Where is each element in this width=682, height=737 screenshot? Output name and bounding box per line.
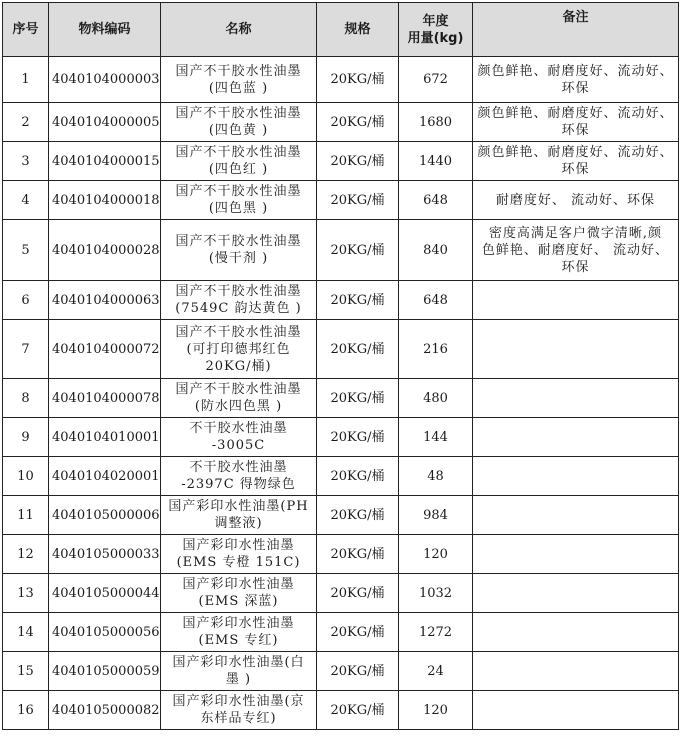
table-row [3,574,679,613]
table-row [3,496,679,535]
cell-index: 8 [3,379,49,418]
cell-index: 10 [3,457,49,496]
cell-name-line: 国产彩印水性油墨 [182,616,295,631]
cell-usage: 120 [399,691,473,730]
cell-spec: 20KG/桶 [317,142,399,181]
cell-spec: 20KG/桶 [317,57,399,103]
cell-spec: 20KG/桶 [317,418,399,457]
table-row [3,613,679,652]
cell-name [161,379,317,418]
cell-name [161,181,317,220]
cell-name-line: 国产不干胶水性油墨 [175,106,302,121]
table-row [3,181,679,220]
cell-note [473,613,679,652]
cell-name-line: 国产彩印水性油墨(京 [172,694,305,709]
cell-usage: 984 [399,496,473,535]
table-row [3,57,679,103]
cell-note [473,181,679,220]
cell-usage: 48 [399,457,473,496]
cell-name-line: 东样品专红) [200,711,277,726]
cell-index: 12 [3,535,49,574]
cell-usage: 840 [399,220,473,281]
header-name: 名称 [161,3,317,57]
cell-note-line: 环保 [561,123,590,138]
cell-index: 3 [3,142,49,181]
table-row [3,220,679,281]
cell-name-line: 国产不干胶水性油墨 [175,382,302,397]
cell-spec: 20KG/桶 [317,457,399,496]
cell-name-line: (防水四色黑 ) [194,399,283,414]
cell-usage: 144 [399,418,473,457]
cell-index: 16 [3,691,49,730]
cell-name-line: (四色蓝 ) [208,80,269,96]
cell-code: 4040104000028 [49,220,161,281]
cell-name [161,103,317,142]
cell-code: 4040104000072 [49,320,161,379]
cell-code: 4040105000059 [49,652,161,691]
table-row [3,103,679,142]
cell-note [473,457,679,496]
cell-spec: 20KG/桶 [317,320,399,379]
cell-code: 4040105000006 [49,496,161,535]
table-row [3,281,679,320]
cell-name-line: 不干胶水性油墨 [189,421,288,436]
cell-name [161,418,317,457]
header-usage [399,3,473,57]
cell-note-line: 环保 [561,80,590,96]
cell-name-line: (EMS 专橙 151C) [176,555,301,570]
cell-index: 7 [3,320,49,379]
cell-note-line: 耐磨度好、 流动好、环保 [495,192,656,208]
cell-name [161,691,317,730]
cell-index: 13 [3,574,49,613]
cell-code: 4040104020001 [49,457,161,496]
cell-name-line: -3005C [211,438,266,453]
cell-name-line: 国产彩印水性油墨 [182,538,295,553]
table-row [3,379,679,418]
cell-index: 4 [3,181,49,220]
cell-name-line: (7549C 韵达黄色 ) [175,301,302,316]
cell-name-line: 国产彩印水性油墨 [182,577,295,592]
cell-name-line: (四色黄 ) [208,123,269,138]
cell-spec: 20KG/桶 [317,652,399,691]
cell-spec: 20KG/桶 [317,574,399,613]
table-row [3,652,679,691]
ink-materials-table [2,2,679,730]
header-index: 序号 [3,3,49,57]
cell-usage: 24 [399,652,473,691]
cell-spec: 20KG/桶 [317,613,399,652]
cell-spec: 20KG/桶 [317,281,399,320]
cell-note-line: 环保 [561,259,590,275]
cell-note [473,57,679,103]
cell-code: 4040105000056 [49,613,161,652]
cell-code: 4040104000063 [49,281,161,320]
cell-note [473,691,679,730]
table-row [3,418,679,457]
cell-name [161,457,317,496]
cell-spec: 20KG/桶 [317,181,399,220]
cell-spec: 20KG/桶 [317,379,399,418]
cell-name [161,320,317,379]
header-usage-line1: 年度 [422,13,449,29]
cell-name-line: 国产不干胶水性油墨 [175,324,302,340]
cell-name-line: 20KG/桶) [205,358,272,374]
header-usage-line2: 用量(kg) [407,30,464,46]
cell-name-line: 调整液) [214,516,263,531]
cell-name [161,142,317,181]
cell-note-line: 密度高满足客户微字清晰,颜 [488,225,663,241]
header-code: 物料编码 [49,3,161,57]
table-row [3,142,679,181]
cell-name-line: (EMS 专红) [198,633,279,648]
cell-index: 1 [3,57,49,103]
cell-code: 4040104000018 [49,181,161,220]
cell-index: 11 [3,496,49,535]
cell-usage: 120 [399,535,473,574]
cell-note [473,652,679,691]
cell-usage: 648 [399,281,473,320]
table-row [3,320,679,379]
header-row [3,3,679,57]
cell-name [161,57,317,103]
cell-spec: 20KG/桶 [317,220,399,281]
cell-name [161,220,317,281]
cell-name-line: 不干胶水性油墨 [189,460,288,475]
cell-note [473,418,679,457]
cell-note [473,535,679,574]
cell-code: 4040105000033 [49,535,161,574]
cell-index: 5 [3,220,49,281]
cell-note-line: 颜色鲜艳、耐磨度好、流动好、 [477,106,674,121]
cell-name [161,496,317,535]
cell-name-line: (四色黑 ) [208,201,269,216]
table-body [3,57,679,730]
cell-usage: 480 [399,379,473,418]
cell-name-line: (可打印德邦红色 [186,341,291,357]
cell-note [473,320,679,379]
cell-name [161,652,317,691]
cell-code: 4040104000003 [49,57,161,103]
cell-note [473,142,679,181]
header-note: 备注 [473,3,679,57]
cell-note [473,379,679,418]
cell-note-line: 环保 [561,162,590,177]
cell-name-line: (慢干剂 ) [208,251,269,266]
cell-name-line: 国产不干胶水性油墨 [175,284,302,299]
cell-usage: 216 [399,320,473,379]
cell-name-line: 国产不干胶水性油墨 [175,63,302,79]
cell-code: 4040104000078 [49,379,161,418]
header-spec: 规格 [317,3,399,57]
cell-name [161,613,317,652]
cell-name-line: (EMS 深蓝) [198,594,279,609]
cell-name-line: 国产不干胶水性油墨 [175,234,302,249]
cell-index: 6 [3,281,49,320]
cell-index: 14 [3,613,49,652]
cell-spec: 20KG/桶 [317,496,399,535]
cell-name-line: 国产彩印水性油墨(白 [172,655,305,670]
cell-index: 9 [3,418,49,457]
cell-usage: 1680 [399,103,473,142]
cell-note [473,496,679,535]
cell-code: 4040105000082 [49,691,161,730]
table-row [3,457,679,496]
cell-code: 4040104010001 [49,418,161,457]
cell-usage: 1272 [399,613,473,652]
table-row [3,535,679,574]
cell-spec: 20KG/桶 [317,535,399,574]
cell-usage: 648 [399,181,473,220]
cell-code: 4040104000015 [49,142,161,181]
cell-name-line: -2397C 得物绿色 [181,477,296,492]
cell-note-line: 色鲜艳、耐磨度好、 流动好、 [481,242,670,258]
cell-note-line: 颜色鲜艳、耐磨度好、流动好、 [477,63,674,79]
cell-name-line: 墨 ) [225,672,252,687]
cell-index: 2 [3,103,49,142]
cell-usage: 1440 [399,142,473,181]
cell-spec: 20KG/桶 [317,691,399,730]
cell-code: 4040105000044 [49,574,161,613]
cell-name-line: 国产不干胶水性油墨 [175,145,302,160]
cell-name-line: 国产彩印水性油墨(PH [168,499,309,514]
cell-note-line: 颜色鲜艳、耐磨度好、流动好、 [477,145,674,160]
cell-note [473,281,679,320]
cell-code: 4040104000005 [49,103,161,142]
cell-name [161,535,317,574]
cell-name-line: 国产不干胶水性油墨 [175,184,302,199]
cell-usage: 1032 [399,574,473,613]
cell-usage: 672 [399,57,473,103]
cell-note [473,103,679,142]
cell-note [473,574,679,613]
cell-name [161,574,317,613]
cell-name [161,281,317,320]
cell-name-line: (四色红 ) [208,162,269,177]
table-row [3,691,679,730]
cell-index: 15 [3,652,49,691]
cell-spec: 20KG/桶 [317,103,399,142]
cell-note [473,220,679,281]
